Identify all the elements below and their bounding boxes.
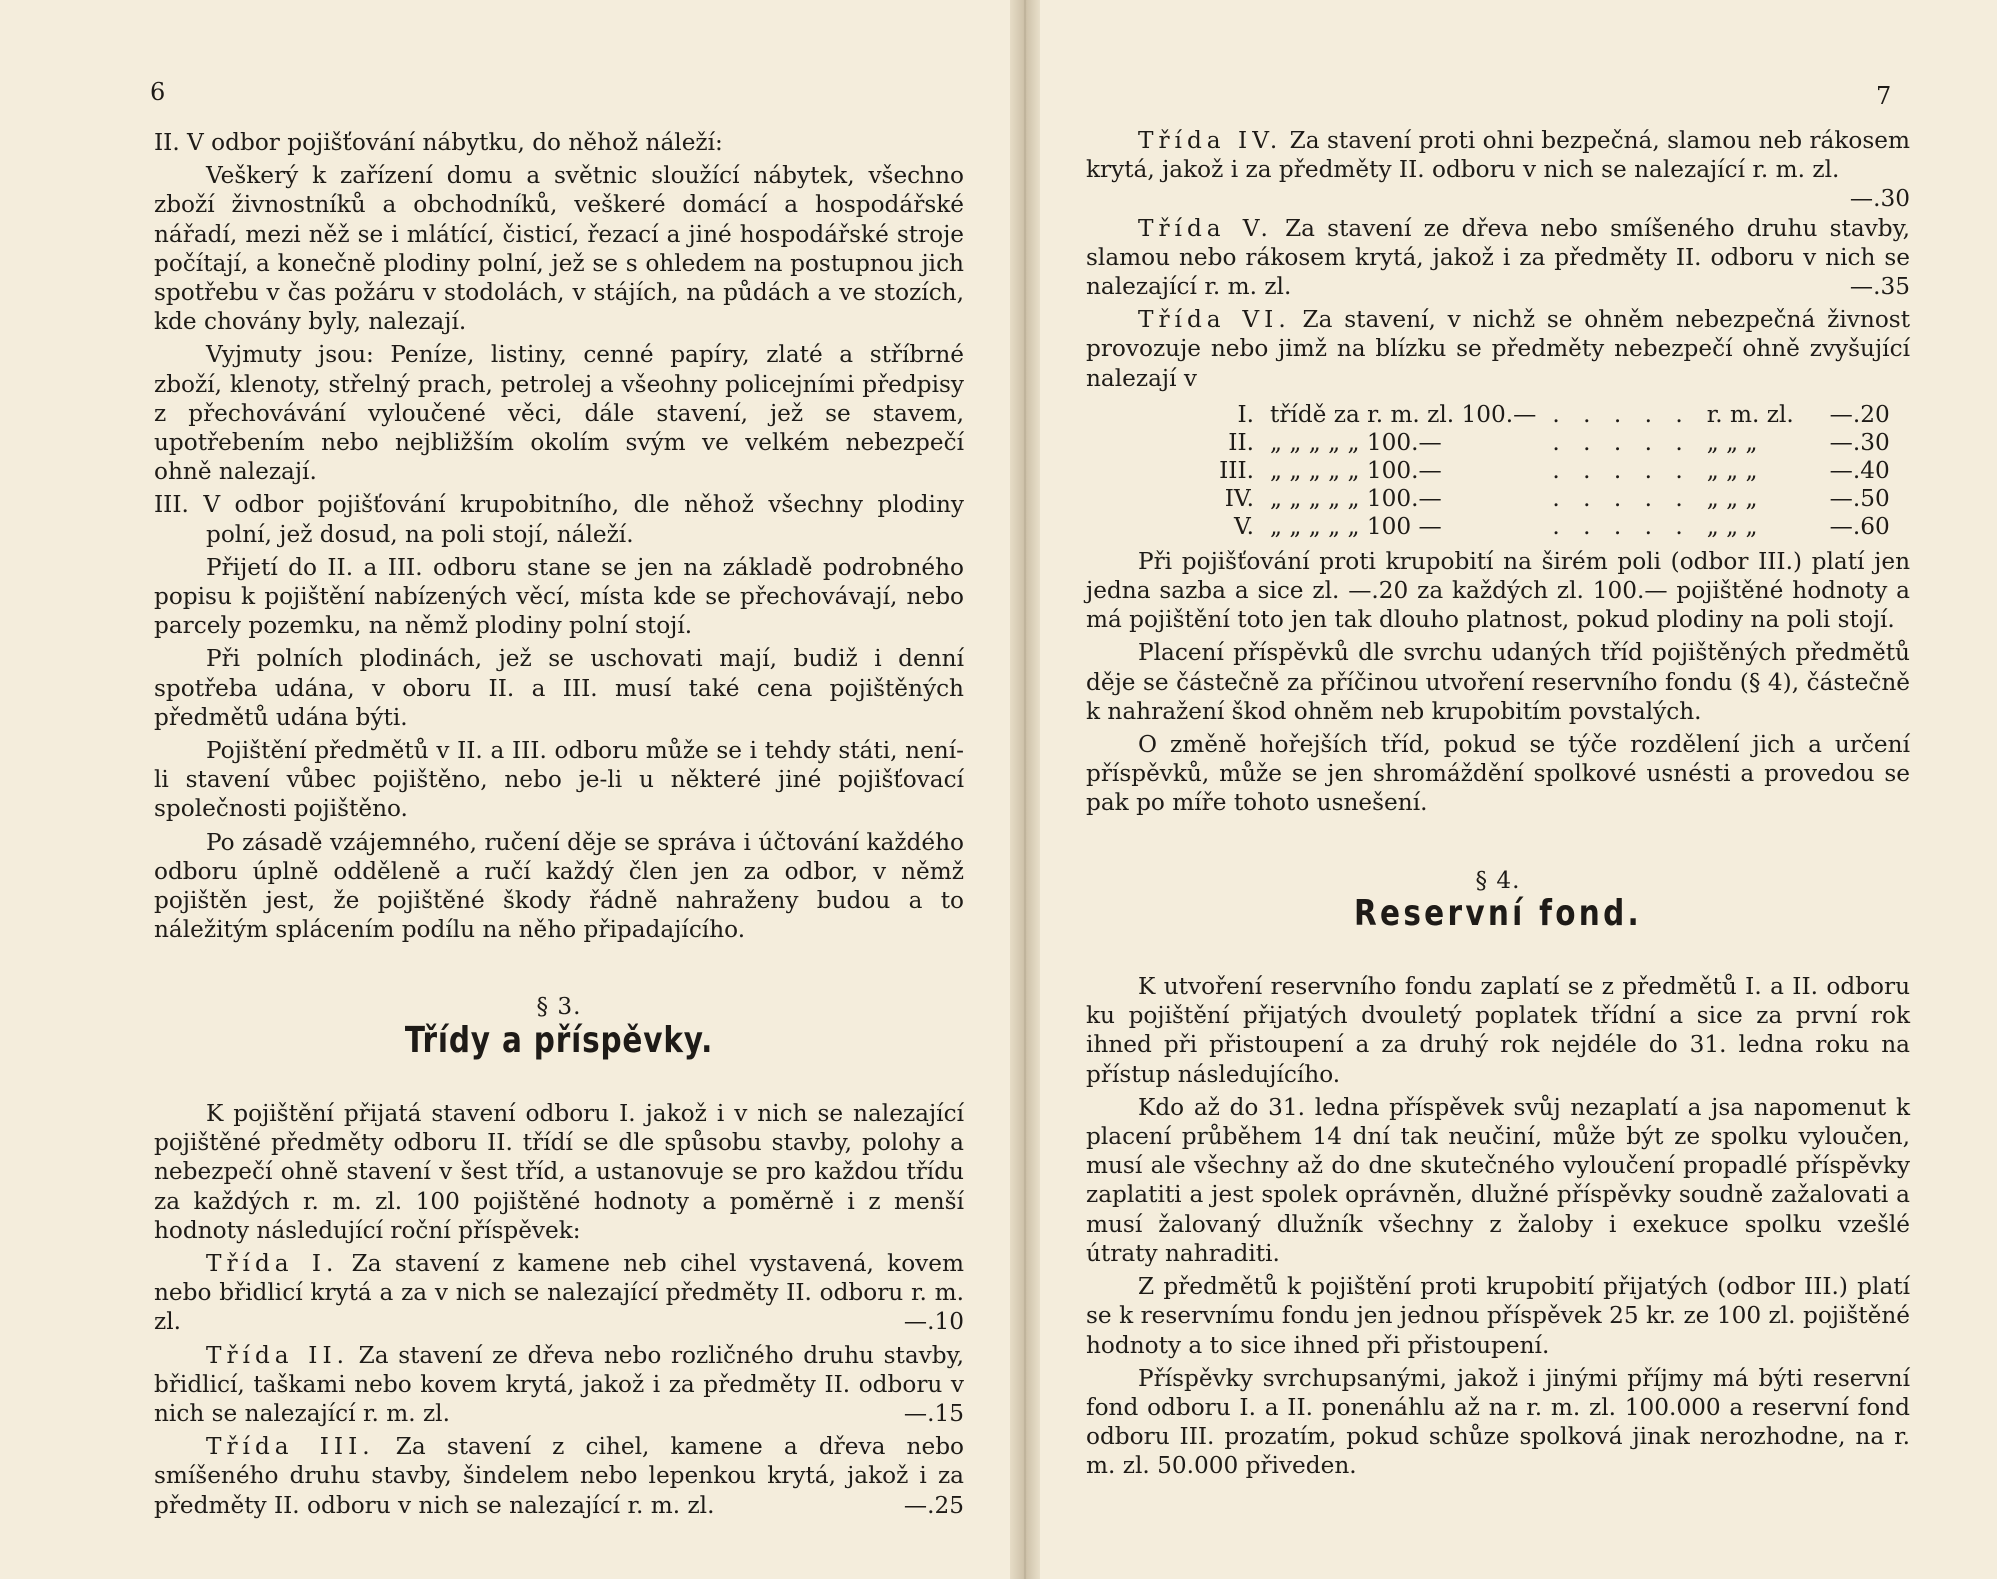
rate-amount: —.30 — [1829, 428, 1890, 456]
rate-dots: . . . . . — [1552, 484, 1691, 512]
page-number: 7 — [1876, 82, 1892, 110]
rate-dots: . . . . . — [1552, 512, 1691, 540]
right-text-column — [1086, 126, 1910, 1485]
class-label: Třída VI. — [1138, 306, 1291, 334]
class-label: Třída I. — [206, 1249, 339, 1277]
rate-base: „ „ „ „ „ 100 — — [1270, 512, 1442, 540]
section-number: § 3. — [536, 993, 582, 1021]
paragraph-k-pojisteni: K pojištění přijatá stavení odboru I. jakož i v nich se nalezající pojištěné předměty odboru II. třídí se dle spůsobu stavby, polohy a nebezpečí ohně stavení v šest tříd, a ustanovuje se pro každou třídu za každých r. m. zl. 100 pojištěné hodnoty a poměrně i z menší hodnoty následující roční příspěvek: — [154, 1099, 964, 1244]
rate-amount: —.60 — [1829, 512, 1890, 540]
rate-base: „ „ „ „ „ 100.— — [1270, 456, 1442, 484]
section-title: Reservní fond. — [1354, 892, 1642, 934]
class-label: Třída V. — [1138, 214, 1273, 242]
rate-unit: „ „ „ — [1706, 512, 1758, 540]
paragraph-vzajemne-ruceni: Po zásadě vzájemného, ručení děje se správa i účtování každého odboru úplně odděleně a ručí každý člen jen za odbor, v němž pojištěn jest, že pojištěné škody řádně nahraženy budou a to náležitým splácením podílu na něho připadajícího. — [154, 828, 964, 944]
class-label: Třída IV. — [1138, 127, 1283, 154]
section-number: § 4. — [1475, 866, 1521, 894]
paragraph-zmene-trid: O změně hořejších tříd, pokud se týče rozdělení jich a určení příspěvků, může se jen shromáždění spolkové usnésti a provedou se pak po míře tohoto usnešení. — [1086, 731, 1910, 817]
rate-row — [1176, 485, 1898, 513]
section-title: Třídy a příspěvky. — [404, 1019, 714, 1061]
rate-base: třídě za r. m. zl. 100.— — [1270, 400, 1537, 428]
rate-row — [1176, 457, 1898, 485]
paragraph-pojisteni: Pojištění předmětů v II. a III. odboru může se i tehdy státi, není-li stavení vůbec pojištěno, nebo je-li u některé jiné pojišťovací společnosti pojištěno. — [154, 737, 964, 823]
paragraph-kdo-nezaplati: Kdo až do 31. ledna příspěvek svůj nezaplatí a jsa napomenut k placení průběhem 14 dní tak neučiní, může být ze spolku vyloučen, musí ale všechny až do dne skutečného vyloučení propadlé příspěvky zaplatiti a jest spolek oprávněn, dlužné příspěvky soudně zažalovati a musí žalovaný dlužník všechny z žaloby i exekuce spolku vzešlé útraty nahraditi. — [1086, 1093, 1910, 1267]
class-3-entry — [154, 1432, 964, 1520]
class-4-entry — [1086, 126, 1910, 213]
class-text: Za stavení z cihel, kamene a dřeva nebo smíšeného druhu stavby, šindelem nebo lepenkou krytá, jakož i za předměty II. odboru v nich se nalezající r. m. zl. — [154, 1433, 965, 1519]
rate-unit: „ „ „ — [1706, 484, 1758, 512]
paragraph-krupobiti: Při pojišťování proti krupobití na širém poli (odbor III.) platí jen jedna sazba a sice zl. —.20 za každých zl. 100.— pojištěné hodnoty a má pojištění toto jen tak dlouho platnost, pokud plodiny na poli stojí. — [1086, 547, 1910, 634]
rate-unit: „ „ „ — [1706, 456, 1758, 484]
class-text: Za stavení ze dřeva nebo smíšeného druhu stavby, slamou nebo rákosem krytá, jakož i za předměty II. odboru v nich se nalezající r. m. zl. — [1086, 214, 1910, 301]
paragraph-prijeti: Přijetí do II. a III. odboru stane se jen na základě podrobného popisu k pojištění nabízených věcí, místa kde se přechovávají, nebo parcely pozemku, na němž plodiny polní stojí. — [154, 553, 964, 640]
paragraph-odbor-2-intro: II. V odbor pojišťování nábytku, do něhož náleží: — [154, 129, 723, 156]
right-page — [1028, 0, 1997, 1579]
rate-base: „ „ „ „ „ 100.— — [1270, 484, 1442, 512]
page-number: 6 — [150, 78, 166, 106]
class-1-entry — [154, 1249, 964, 1337]
rate-unit: r. m. zl. — [1706, 400, 1794, 428]
paragraph-vyjmuty: Vyjmuty jsou: Peníze, listiny, cenné papíry, zlaté a stříbrné zboží, klenoty, střelný prach, petrolej a všeohny policejními předpisy z přechovávání vyloučené věci, dále stavení, jež se stavem, upotřebením nebo nejbližším okolím svým ve velkém nebezpečí ohně nalezají. — [154, 341, 964, 486]
paragraph-prispevky-fond: Příspěvky svrchupsanými, jakož i jinými příjmy má býti reservní fond odboru I. a II. ponenáhlu až na r. m. zl. 100.000 a reservní fond odboru III. prozatím, pokud schůze spolková jinak nerozhodne, na r. m. zl. 50.000 přiveden. — [1086, 1364, 1910, 1480]
rate-class: I. — [1237, 400, 1254, 428]
rate-class: II. — [1228, 428, 1254, 456]
class-2-entry — [154, 1341, 964, 1429]
rate-dots: . . . . . — [1552, 428, 1691, 456]
paragraph-polni-plodiny: Při polních plodinách, jež se uschovati mají, budiž i denní spotřeba udána, v oboru II. a III. musí také cena pojištěných předmětů udána býti. — [154, 645, 964, 731]
rate-amount: —.20 — [1829, 400, 1890, 428]
rate-dots: . . . . . — [1552, 456, 1691, 484]
rate-amount: —.40 — [1829, 456, 1890, 484]
class-label: Třída III. — [206, 1433, 375, 1461]
rate-class: III. — [1219, 456, 1254, 484]
rate-unit: „ „ „ — [1706, 428, 1758, 456]
left-text-column — [154, 128, 964, 1524]
rate-amount: —.50 — [1829, 484, 1890, 512]
class-amount: —.15 — [903, 1399, 964, 1427]
paragraph-odbor-3: III. V odbor pojišťování krupobitního, dle něhož všechny plodiny polní, jež dosud, na poli stojí, náleží. — [154, 491, 964, 548]
class-amount: —.10 — [903, 1308, 964, 1336]
class-6-entry — [1086, 305, 1910, 393]
rate-class: IV. — [1224, 484, 1254, 512]
rate-class: V. — [1233, 512, 1254, 540]
class-text: Za stavení proti ohni bezpečná, slamou neb rákosem krytá, jakož i za předměty II. odboru v nich se nalezající r. m. zl. — [1086, 127, 1910, 184]
paragraph-odbor-2-body: Veškerý k zařízení domu a světnic sloužící nábytek, všechno zboží živnostníků a obchodníků, veškeré domácí a hospodářské nářadí, mezi něž se i mlátící, čisticí, řezací a jiné hospodářské stroje počítají, a konečně plodiny polní, jež se s ohledem na postupnou jich spotřebu v čas požáru v stodolách, v stájích, na půdách a ve stozích, kde chovány byly, nalezají. — [154, 162, 964, 336]
class-text: Za stavení z kamene neb cihel vystavená, kovem nebo břidlicí krytá a za v nich se nalezající předměty II. odboru r. m. zl. — [154, 1249, 964, 1336]
class-label: Třída II. — [206, 1341, 349, 1369]
class-5-entry — [1086, 214, 1910, 302]
rate-row — [1176, 401, 1898, 429]
class-text: Za stavení, v nichž se ohněm nebezpečná živnost provozuje nebo jimž na blízku se předměty nebezpečí ohně zvyšující nalezají v — [1086, 306, 1911, 392]
rate-row — [1176, 513, 1898, 541]
class-amount: —.25 — [903, 1491, 964, 1519]
paragraph-utvoreni-fondu: K utvoření reservního fondu zaplatí se z předmětů I. a II. odboru ku pojištění přijatých dvouletý poplatek třídní a sice za první rok ihned při přistoupení a za druhý rok nejdéle do 31. ledna roku na přístup následujícího. — [1086, 973, 1910, 1088]
class-amount: —.35 — [1849, 273, 1910, 301]
rate-row — [1176, 429, 1898, 457]
class-amount: —.30 — [1849, 185, 1910, 213]
paragraph-krupobiti-fond: Z předmětů k pojištění proti krupobití přijatých (odbor III.) platí se k reservnímu fondu jen jednou příspěvek 25 kr. ze 100 zl. pojištěné hodnoty a to sice ihned při přistoupení. — [1086, 1273, 1910, 1359]
book-gutter — [1010, 0, 1040, 1579]
class-text: Za stavení ze dřeva nebo rozličného druhu stavby, břidlicí, taškami nebo kovem krytá, jakož i za předměty II. odboru v nich se nalezající r. m. zl. — [154, 1341, 964, 1427]
rate-dots: . . . . . — [1552, 400, 1691, 428]
paragraph-placeni: Placení příspěvků dle svrchu udaných tříd pojištěných předmětů děje se částečně za příčinou utvoření reservního fondu (§ 4), částečně k nahražení škod ohněm neb krupobitím povstalých. — [1086, 639, 1910, 725]
rate-base: „ „ „ „ „ 100.— — [1270, 428, 1442, 456]
rate-table — [1176, 401, 1898, 541]
